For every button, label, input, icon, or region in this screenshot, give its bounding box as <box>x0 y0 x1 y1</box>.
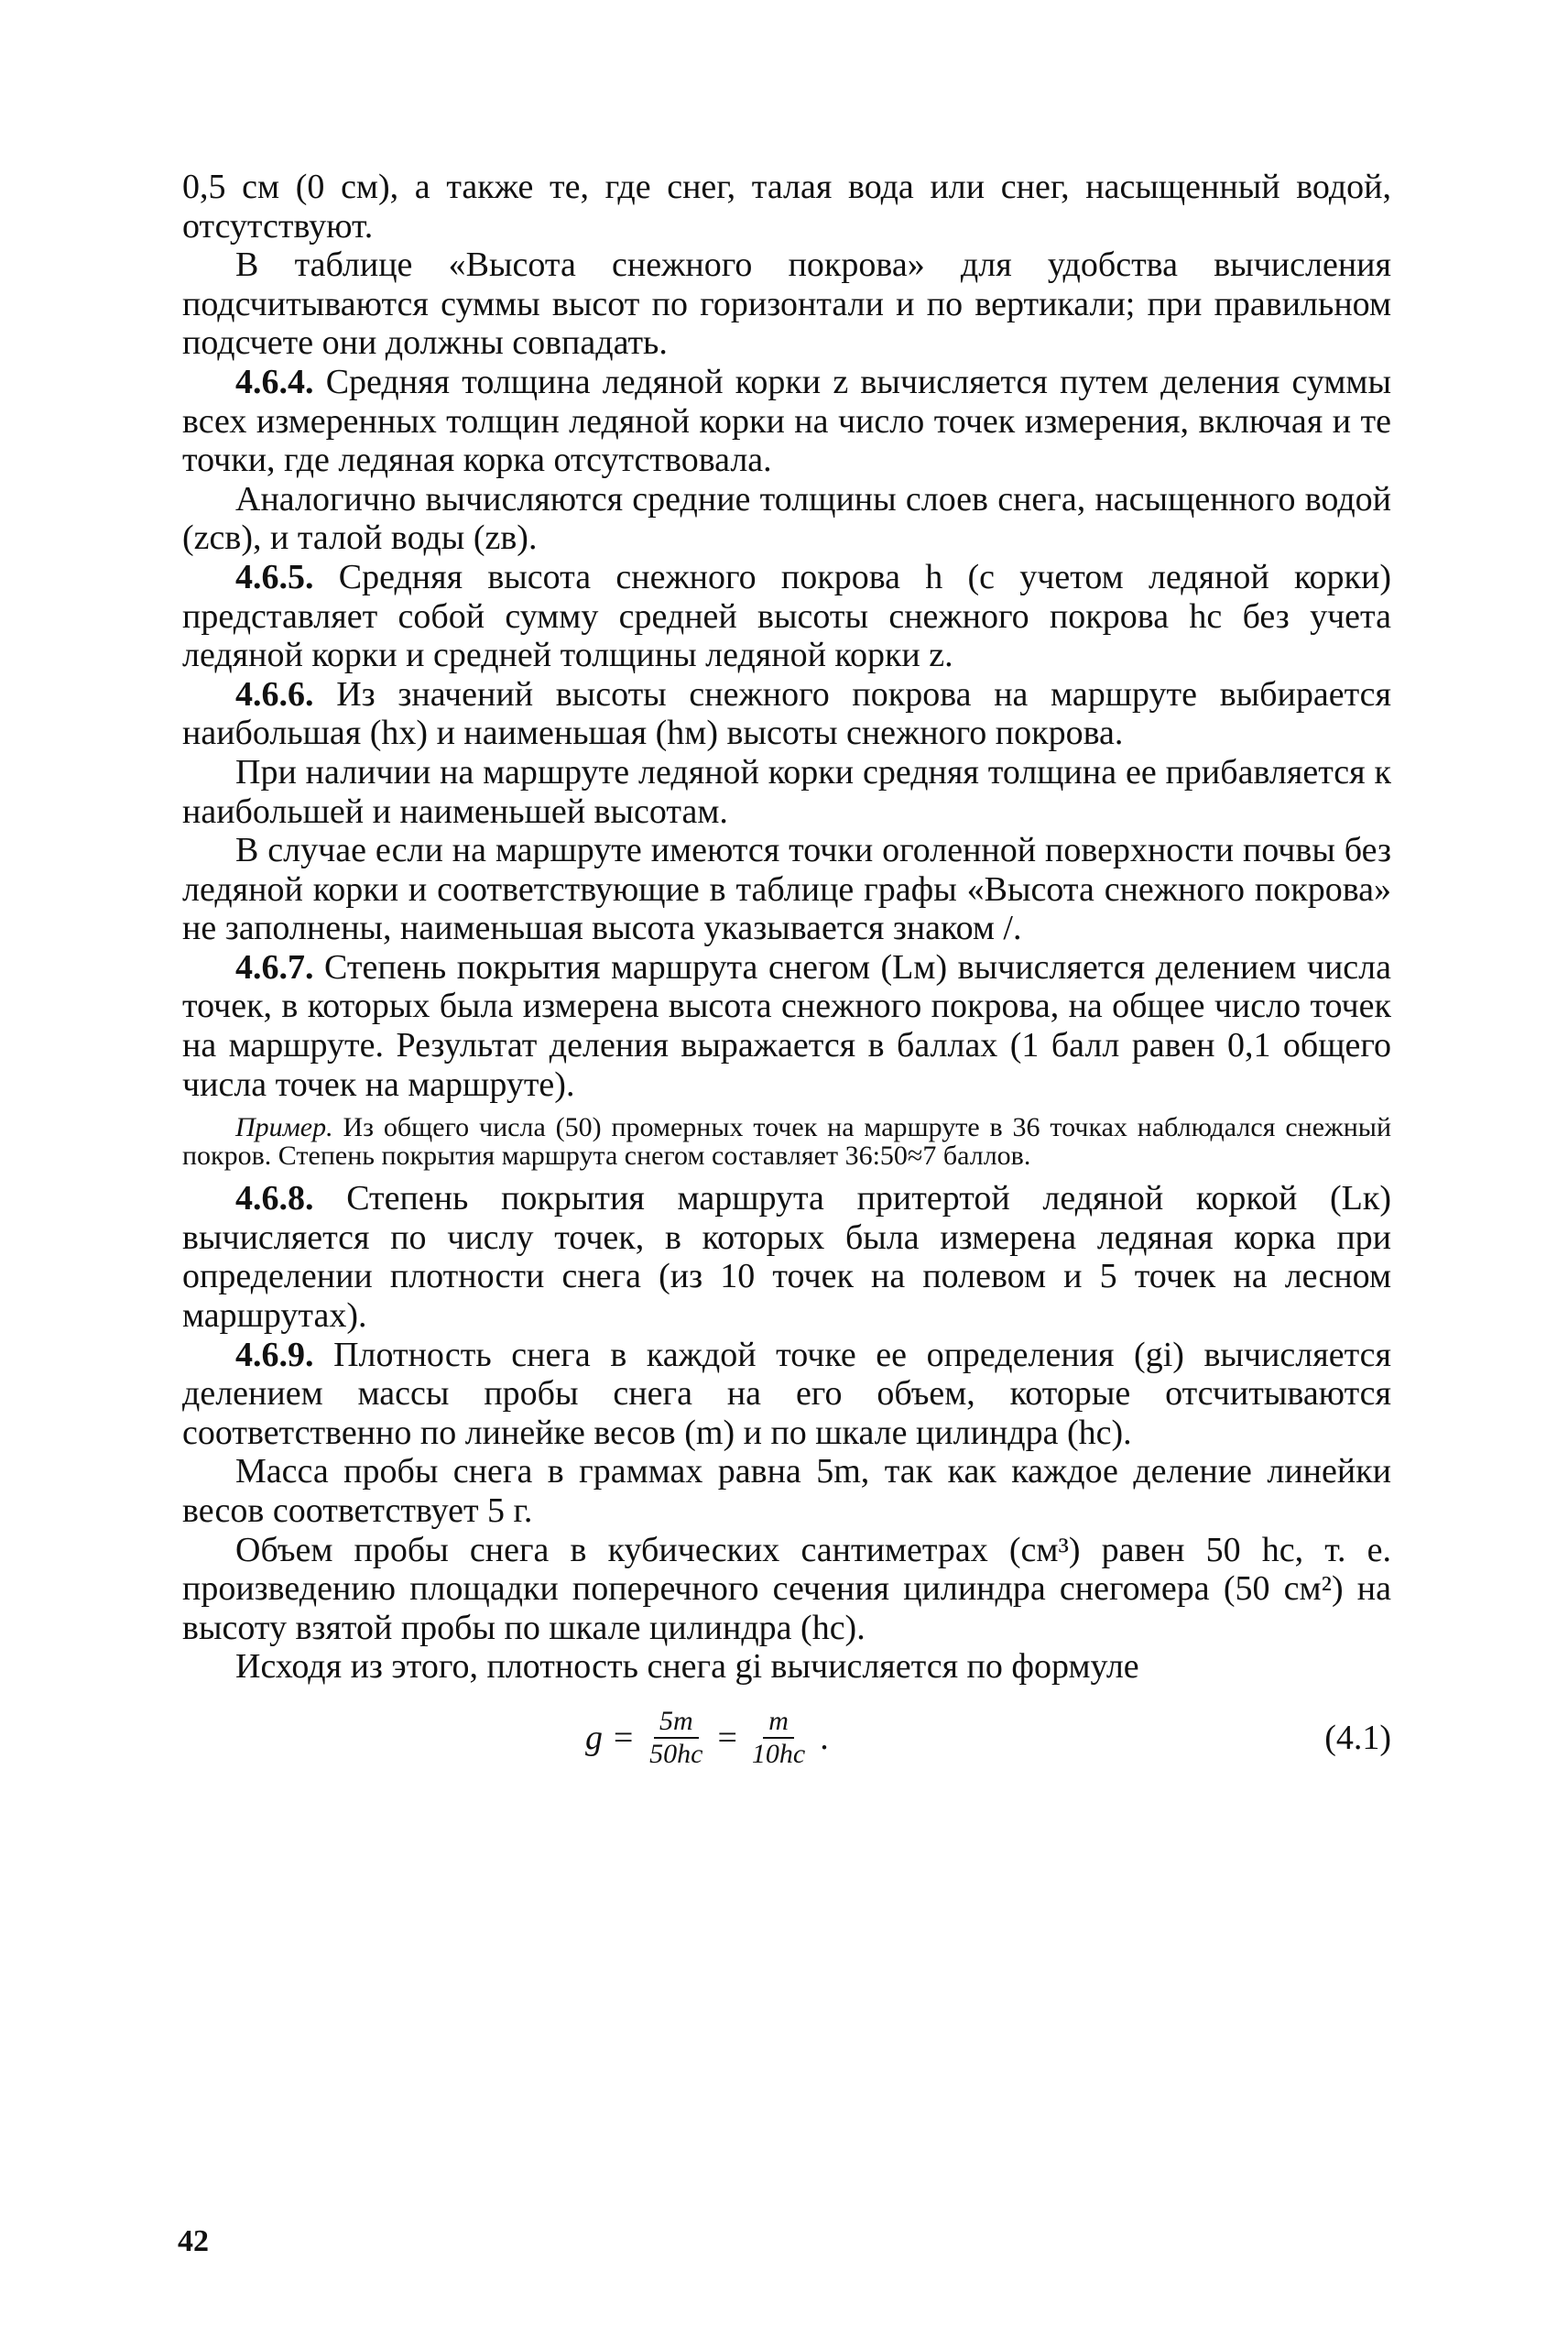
paragraph-2: В таблице «Высота снежного покрова» для удобства вычисления подсчитываются суммы высот по горизонтали и по вертикали; при правильном подсчете они должны совпадать. <box>182 246 1391 363</box>
fraction-1-denominator: 50hс <box>649 1738 703 1769</box>
paragraph-4-6-6 <box>182 675 1391 753</box>
section-number: 4.6.9. <box>235 1335 314 1374</box>
example-label: Пример. <box>235 1112 333 1143</box>
formula-expression <box>585 1696 829 1780</box>
paragraph-text: Средняя толщина ледяной корки z вычисляется путем деления суммы всех измеренных толщин ледяной корки на число точек измерения, включая и те точки, где ледяная корка отсутствовала. <box>182 362 1391 480</box>
paragraph-12: Масса пробы снега в граммах равна 5m, так как каждое деление линейки весов соответствует 5 г. <box>182 1452 1391 1530</box>
section-number: 4.6.7. <box>235 947 314 987</box>
paragraph-7: При наличии на маршруте ледяной корки средняя толщина ее прибавляется к наибольшей и наименьшей высотам. <box>182 752 1391 831</box>
paragraph-8: В случае если на маршруте имеются точки оголенной поверхности почвы без ледяной корки и соответствующие в таблице графы «Высота снежного покрова» не заполнены, наименьшая высота указывается знаком /. <box>182 831 1391 948</box>
fraction-1 <box>644 1706 708 1770</box>
formula-tail: . <box>820 1718 829 1757</box>
example-text: Из общего числа (50) промерных точек на маршруте в 36 точках наблюдался снежный покров. Степень покрытия маршрута снегом составляет 36:50≈7 баллов. <box>182 1112 1391 1172</box>
paragraph-4-6-5 <box>182 558 1391 675</box>
paragraph-1: 0,5 см (0 см), а также те, где снег, талая вода или снег, насыщенный водой, отсутствуют. <box>182 168 1391 246</box>
example-note <box>182 1113 1391 1170</box>
fraction-2 <box>746 1706 811 1770</box>
paragraph-text: Из значений высоты снежного покрова на маршруте выбирается наибольшая (hx) и наименьшая (hм) высоты снежного покрова. <box>182 674 1391 753</box>
formula-equals: = <box>717 1718 737 1757</box>
equation-number: (4.1) <box>1324 1718 1391 1757</box>
fraction-1-numerator: 5m <box>654 1706 699 1739</box>
paragraph-4: Аналогично вычисляются средние толщины слоев снега, насыщенного водой (zсв), и талой воды (zв). <box>182 479 1391 558</box>
paragraph-14: Исходя из этого, плотность снега gi вычисляется по формуле <box>235 1647 1139 1687</box>
fraction-2-denominator: 10hс <box>751 1738 806 1769</box>
formula-lhs: g = <box>585 1718 636 1757</box>
paragraph-text: Плотность снега в каждой точке ее определения (gi) вычисляется делением массы пробы снега на его объем, которые отсчитываются соответственно по линейке весов (m) и по шкале цилиндра (hс). <box>182 1335 1391 1452</box>
fraction-2-numerator: m <box>763 1706 794 1739</box>
paragraph-4-6-8 <box>182 1179 1391 1335</box>
section-number: 4.6.5. <box>235 557 314 596</box>
section-number: 4.6.8. <box>235 1179 314 1218</box>
paragraph-text: Степень покрытия маршрута притертой ледяной коркой (Lк) вычисляется по числу точек, в которых была измерена ледяная корка при определении плотности снега (из 10 точек на полевом и 5 точек на лесном маршрутах). <box>182 1179 1391 1336</box>
paragraph-text: Степень покрытия маршрута снегом (Lм) вычисляется делением числа точек, в которых была измерена высота снежного покрова, на общее число точек на маршруте. Результат деления выражается в баллах (1 балл равен 0,1 общего числа точек на маршруте). <box>182 947 1391 1104</box>
paragraph-4-6-9 <box>182 1336 1391 1453</box>
paragraph-4-6-7 <box>182 948 1391 1104</box>
page-body <box>182 168 1391 2256</box>
page-number: 42 <box>178 2224 209 2258</box>
section-number: 4.6.4. <box>235 362 314 401</box>
section-number: 4.6.6. <box>235 674 314 714</box>
paragraph-text: Средняя высота снежного покрова h (с учетом ледяной корки) представляет собой сумму средней высоты снежного покрова hс без учета ледяной корки и средней толщины ледяной корки z. <box>182 557 1391 675</box>
paragraph-4-6-4 <box>182 363 1391 480</box>
formula-4-1 <box>182 1696 1391 1780</box>
paragraph-13: Объем пробы снега в кубических сантиметрах (см³) равен 50 hс, т. е. произведению площадки поперечного сечения цилиндра снегомера (50 см²) на высоту взятой пробы по шкале цилиндра (hс). <box>182 1530 1391 1647</box>
